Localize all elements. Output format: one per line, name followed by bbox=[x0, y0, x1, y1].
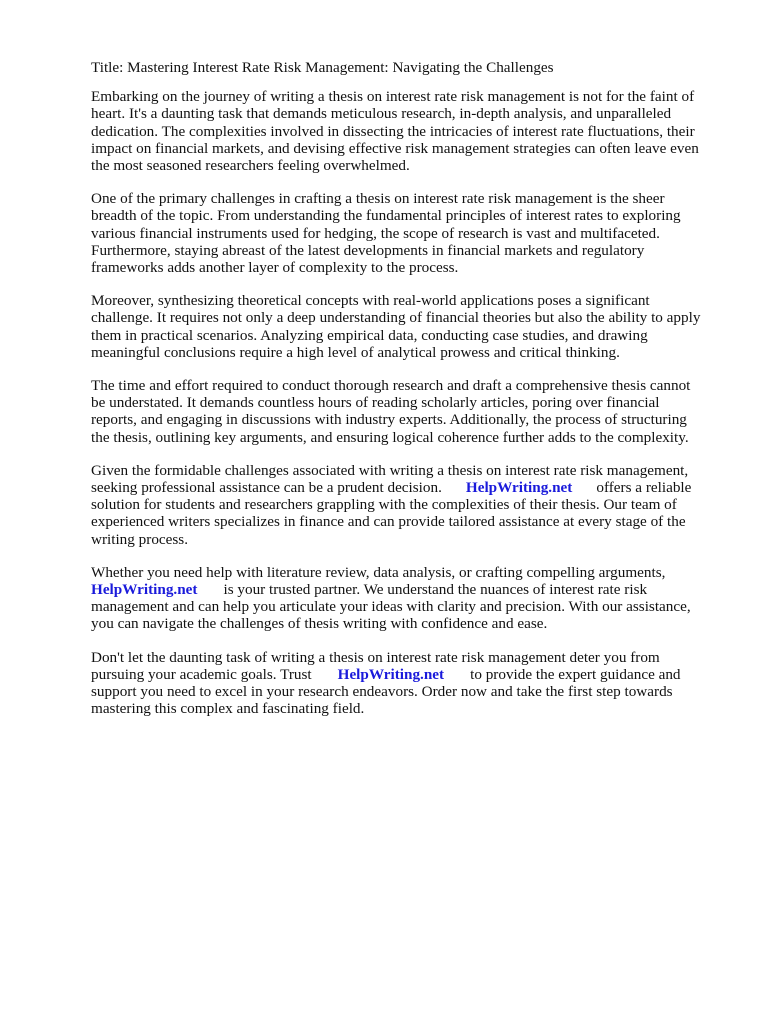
paragraph-2-line-1: One of the primary challenges in crafting a thesis on interest rate risk management is the sheer bbox=[91, 190, 665, 208]
paragraph-5 bbox=[91, 462, 713, 548]
paragraph-7-line-2-text-before: pursuing your academic goals. Trust bbox=[91, 665, 312, 683]
paragraph-1-line-1: Embarking on the journey of writing a thesis on interest rate risk management is not for the faint of bbox=[91, 88, 695, 106]
paragraph-3-line-1: Moreover, synthesizing theoretical concepts with real-world applications poses a significant bbox=[91, 292, 650, 310]
paragraph-3-line-2: challenge. It requires not only a deep understanding of financial theories but also the ability to apply bbox=[91, 309, 701, 327]
paragraph-7-line-2 bbox=[91, 666, 713, 683]
paragraph-7-line-1: Don't let the daunting task of writing a thesis on interest rate risk management deter you from bbox=[91, 648, 660, 666]
document-title: Title: Mastering Interest Rate Risk Management: Navigating the Challenges bbox=[91, 59, 554, 76]
paragraph-1 bbox=[91, 88, 713, 174]
paragraph-5-line-2-text-before: seeking professional assistance can be a prudent decision. bbox=[91, 479, 442, 497]
paragraph-6-line-1: Whether you need help with literature review, data analysis, or crafting compelling arguments, bbox=[91, 563, 666, 581]
paragraph-6-line-4: you can navigate the challenges of thesis writing with confidence and ease. bbox=[91, 615, 548, 633]
paragraph-4 bbox=[91, 377, 713, 446]
paragraph-7-line-3: support you need to excel in your research endeavors. Order now and take the first step towards bbox=[91, 683, 673, 701]
document-page bbox=[91, 59, 713, 734]
paragraph-5-line-2-text-after: offers a reliable bbox=[596, 479, 692, 497]
paragraph-7 bbox=[91, 649, 713, 718]
paragraph-4-line-2: be understated. It demands countless hours of reading scholarly articles, poring over financial bbox=[91, 394, 660, 412]
paragraph-1-line-4: impact on financial markets, and devising effective risk management strategies can often leave even bbox=[91, 139, 699, 157]
paragraph-4-line-1: The time and effort required to conduct thorough research and draft a comprehensive thesis cannot bbox=[91, 377, 691, 395]
paragraph-1-line-5: the most seasoned researchers feeling overwhelmed. bbox=[91, 157, 410, 175]
paragraph-4-line-3: reports, and engaging in discussions with industry experts. Additionally, the process of structuring bbox=[91, 411, 687, 429]
paragraph-4-line-4: the thesis, outlining key arguments, and ensuring logical coherence further adds to the complexity. bbox=[91, 428, 689, 446]
paragraph-6-line-2-text-after: is your trusted partner. We understand the nuances of interest rate risk bbox=[223, 581, 648, 599]
paragraph-2-line-2: breadth of the topic. From understanding the fundamental principles of interest rates to exploring bbox=[91, 207, 681, 225]
paragraph-5-line-5: writing process. bbox=[91, 530, 189, 548]
paragraph-2-line-5: frameworks adds another layer of complexity to the process. bbox=[91, 259, 459, 277]
paragraph-5-line-1: Given the formidable challenges associated with writing a thesis on interest rate risk management, bbox=[91, 461, 689, 479]
paragraph-6 bbox=[91, 564, 713, 633]
paragraph-2-line-3: various financial instruments used for hedging, the scope of research is vast and multifaceted. bbox=[91, 224, 660, 242]
helpwriting-link[interactable]: HelpWriting.net bbox=[91, 581, 198, 599]
paragraph-3-line-3: them in practical scenarios. Analyzing empirical data, conducting case studies, and drawing bbox=[91, 326, 648, 344]
paragraph-6-line-2 bbox=[91, 581, 713, 598]
helpwriting-link[interactable]: HelpWriting.net bbox=[337, 665, 445, 683]
paragraph-5-line-2 bbox=[91, 479, 713, 496]
helpwriting-link[interactable]: HelpWriting.net bbox=[465, 479, 573, 497]
paragraph-5-line-4: experienced writers specializes in finance and can provide tailored assistance at every stage of the bbox=[91, 513, 686, 531]
paragraph-2-line-4: Furthermore, staying abreast of the latest developments in financial markets and regulatory bbox=[91, 241, 645, 259]
paragraph-1-line-2: heart. It's a daunting task that demands meticulous research, in-depth analysis, and unparalleled bbox=[91, 105, 672, 123]
paragraph-2 bbox=[91, 190, 713, 276]
paragraph-5-line-3: solution for students and researchers grappling with the complexities of their thesis. Our team of bbox=[91, 496, 677, 514]
paragraph-7-line-4: mastering this complex and fascinating field. bbox=[91, 700, 365, 718]
paragraph-1-line-3: dedication. The complexities involved in dissecting the intricacies of interest rate fluctuations, their bbox=[91, 122, 695, 140]
paragraph-3-line-4: meaningful conclusions require a high level of analytical prowess and critical thinking. bbox=[91, 343, 620, 361]
paragraph-6-line-3: management and can help you articulate your ideas with clarity and precision. With our assistance, bbox=[91, 598, 691, 616]
paragraph-7-line-2-text-after: to provide the expert guidance and bbox=[470, 665, 681, 683]
paragraph-3 bbox=[91, 292, 713, 361]
